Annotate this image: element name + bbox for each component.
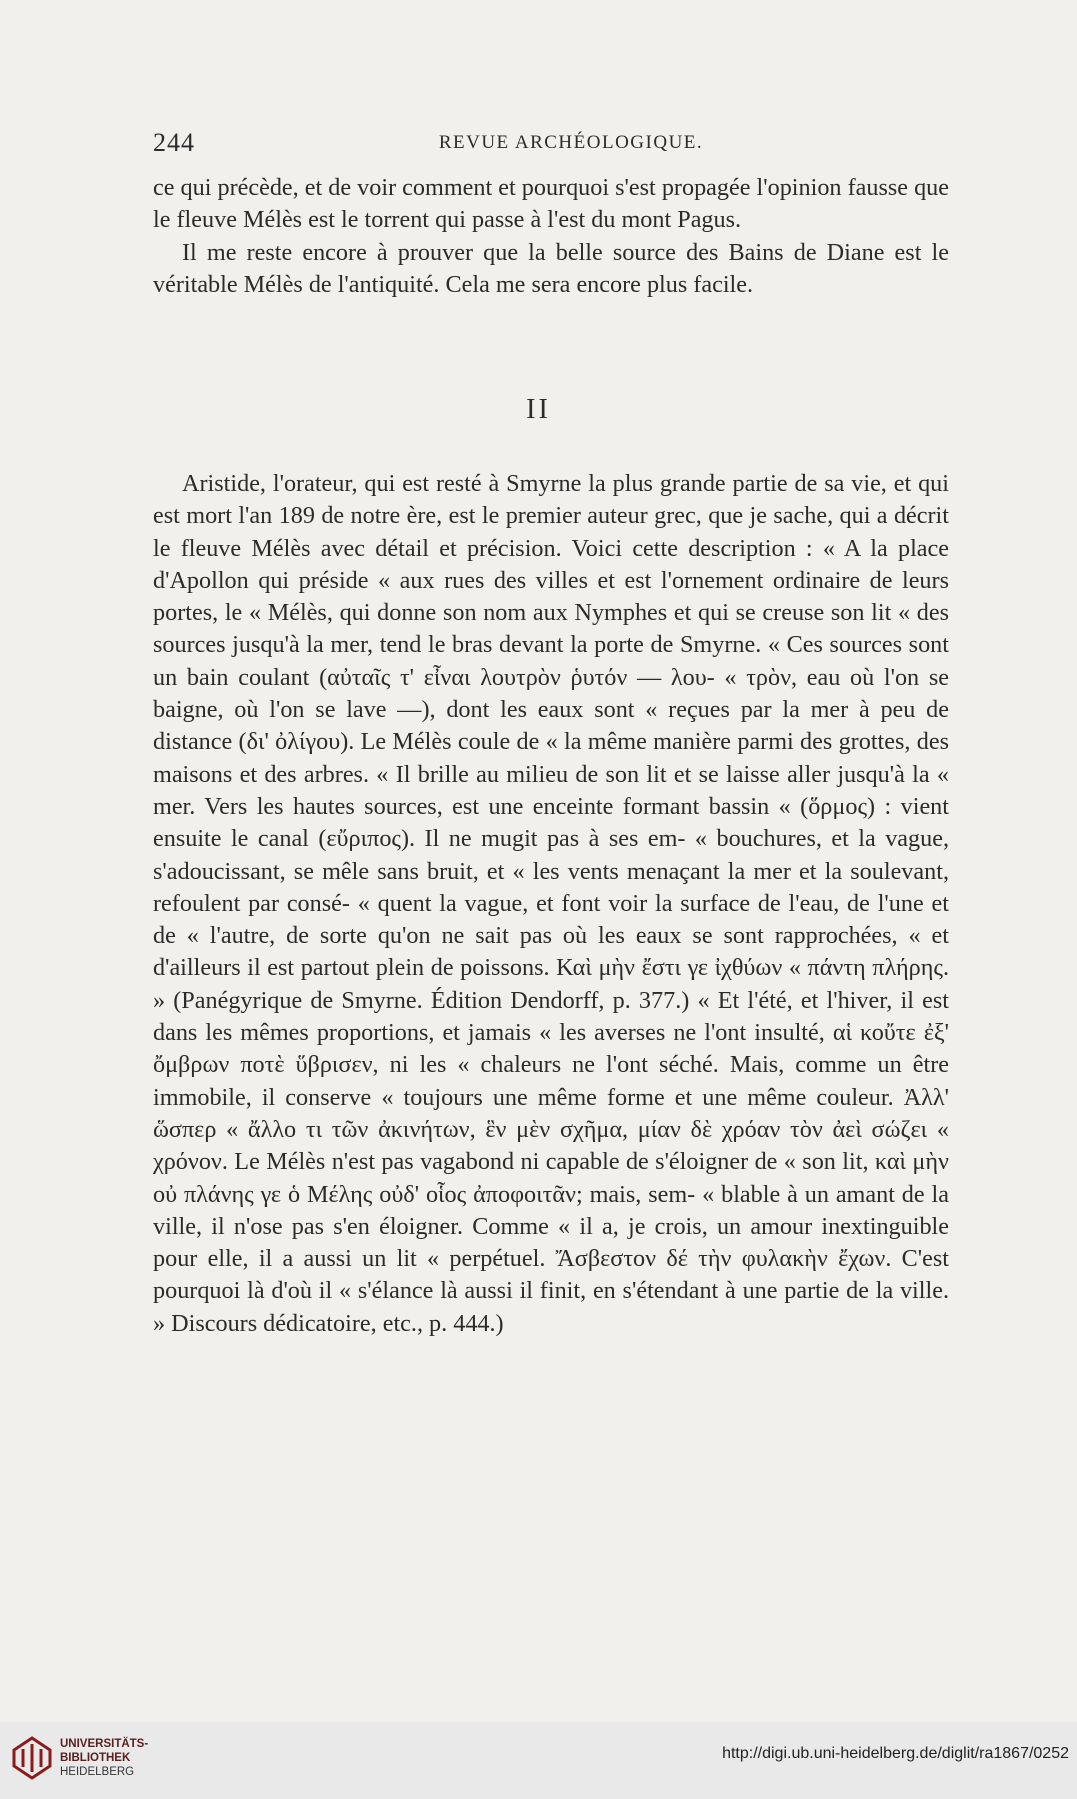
library-logo-icon (12, 1736, 52, 1780)
source-url-link[interactable]: http://digi.ub.uni-heidelberg.de/diglit/ra1867/0252 (722, 1745, 1069, 1762)
section-heading: II (526, 394, 551, 425)
main-text (153, 468, 949, 1340)
library-logo[interactable] (12, 1736, 148, 1780)
page-header (153, 128, 949, 158)
intro-paragraph-2: Il me reste encore à prouver que la belle source des Bains de Diane est le véritable Mélès de l'antiquité. Cela me sera encore plus facile. (153, 238, 949, 298)
library-logo-text (60, 1737, 148, 1779)
logo-line-2: BIBLIOTHEK (60, 1752, 131, 1764)
footer-bar (0, 1722, 1077, 1799)
logo-line-3: HEIDELBERG (60, 1766, 135, 1778)
logo-line-1: UNIVERSITÄTS- (60, 1738, 149, 1750)
running-title: REVUE ARCHÉOLOGIQUE. (438, 132, 704, 153)
page-number: 244 (153, 128, 195, 157)
intro-paragraph-1: ce qui précède, et de voir comment et pourquoi s'est propagée l'opinion fausse que le fleuve Mélès est le torrent qui passe à l'est du mont Pagus. (153, 174, 949, 234)
main-paragraph: Aristide, l'orateur, qui est resté à Smyrne la plus grande partie de sa vie, et qui est mort l'an 189 de notre ère, est le premier auteur grec, que je sache, qui a décrit le fleuve Mélès avec détail et précision. Voici cette description : « A la place d'Apollon qui préside « aux rues des villes et est l'ornement ordinaire de leurs portes, le « Mélès, qui donne son nom aux Nymphes et qui se creuse son lit « des sources jusqu'à la mer, tend le bras devant la porte de Smyrne. « Ces sources sont un bain coulant (αὐταῖς τ' εἶναι λουτρὸν ῥυτόν — λου- « τρὸν, eau où l'on se baigne, où l'on se lave —), dont les eaux sont « reçues par la mer à peu de distance (δι' ὀλίγου). Le Mélès coule de « la même manière parmi des grottes, des maisons et des arbres. « Il brille au milieu de son lit et se laisse aller jusqu'à la « mer. Vers les hautes sources, est une enceinte formant bassin « (ὅρμος) : vient ensuite le canal (εὔριπος). Il ne mugit pas à ses em- « bouchures, et la vague, s'adoucissant, se mêle sans bruit, et « les vents menaçant la mer et la soulevant, refoulent par consé- « quent la vague, et font voir la surface de l'eau, de l'une et de « l'autre, de sorte qu'on ne sait pas où les eaux se sont rapprochées, « et d'ailleurs il est partout plein de poissons. Καὶ μὴν ἔστι γε ἰχθύων « πάντη πλήρης. » (Panégyrique de Smyrne. Édition Dendorff, p. 377.) « Et l'été, et l'hiver, il est dans les mêmes proportions, et jamais « les averses ne l'ont insulté, αἱ κοὔτε ἐξ' ὄμβρων ποτὲ ὕβρισεν, ni les « chaleurs ne l'ont séché. Mais, comme un être immobile, il conserve « toujours une même forme et une même couleur. Ἀλλ' ὥσπερ « ἄλλο τι τῶν ἀκινήτων, ἓν μὲν σχῆμα, μίαν δὲ χρόαν τὸν ἀεὶ σώζει « χρόνον. Le Mélès n'est pas vagabond ni capable de s'éloigner de « son lit, καὶ μὴν οὐ πλάνης γε ὁ Μέλης οὐδ' οἷος ἀποφοιτᾶν; mais, sem- « blable à un amant de la ville, il n'ose pas s'en éloigner. Comme « il a, je crois, un amour inextinguible pour elle, il a aussi un lit « perpétuel. Ἄσβεστον δέ τὴν φυλακὴν ἔχων. C'est pourquoi là d'où il « s'élance là aussi il finit, en s'étendant à une partie de la ville. » Discours dédicatoire, etc., p. 444.) (153, 470, 949, 1337)
intro-text (153, 172, 949, 301)
